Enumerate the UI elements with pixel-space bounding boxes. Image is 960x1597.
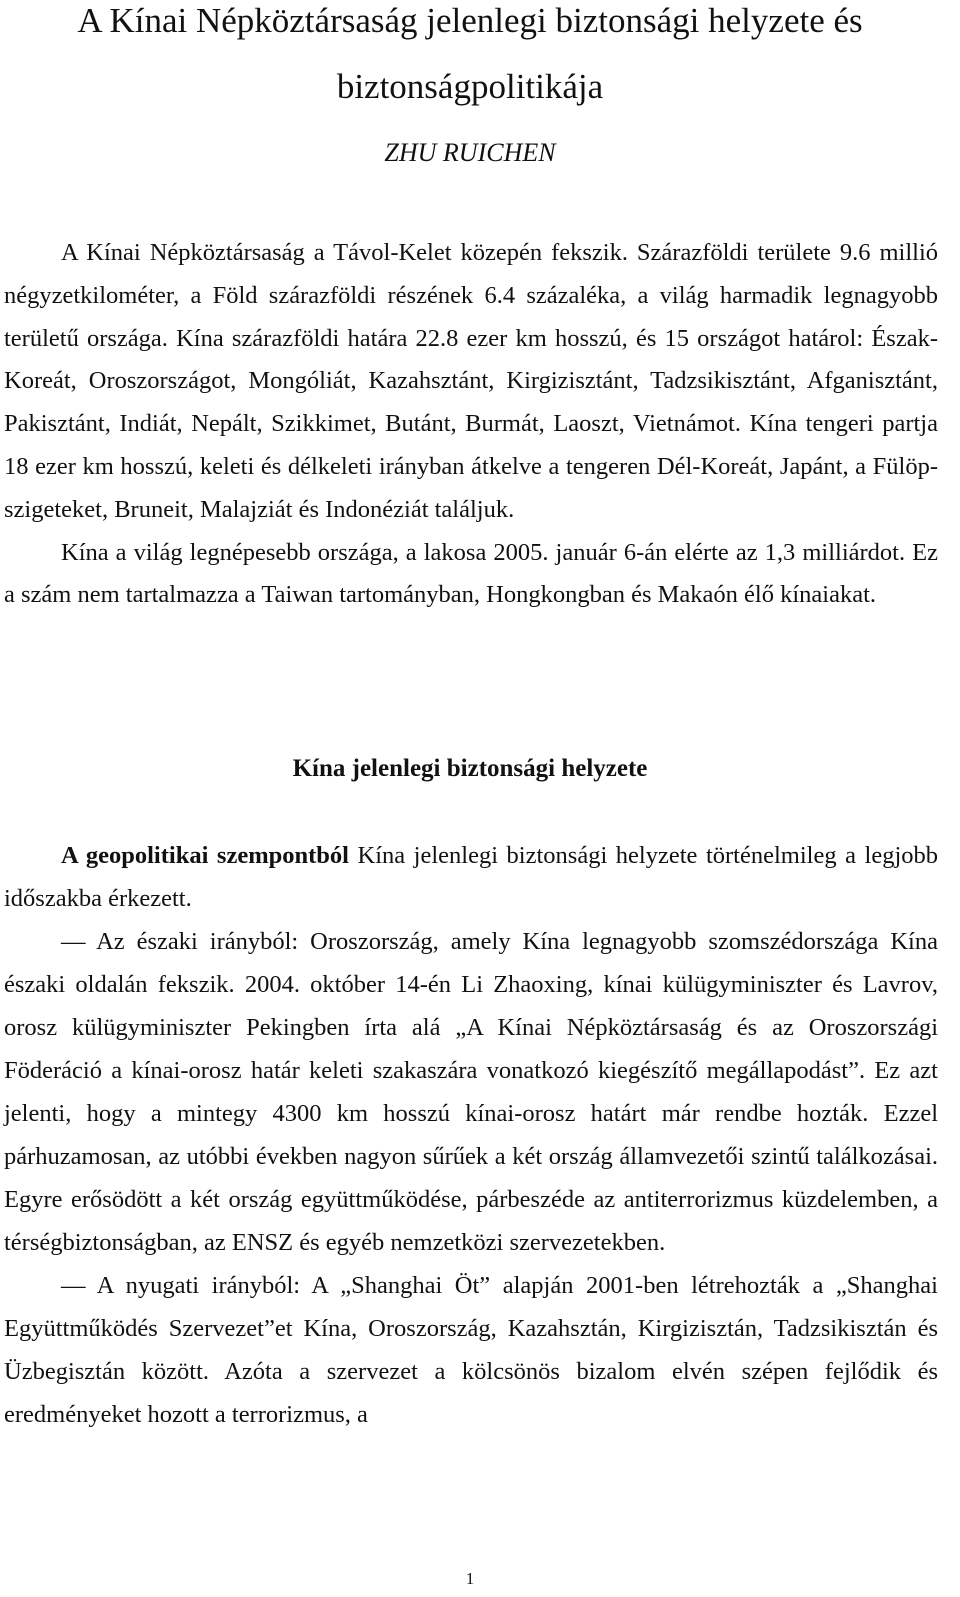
page-number: 1	[465, 1569, 475, 1588]
intro-section	[4, 232, 938, 617]
paragraph-text: — Az északi irányból: Oroszország, amely Kína legnagyobb szomszédországa Kína északi oldalán fekszik. 2004. október 14-én Li Zhaoxing, kínai külügyminiszter és Lavrov, orosz külügyminiszter Pekingben írta alá „A Kínai Népköztársaság és az Oroszországi Föderáció a kínai-orosz határ keleti szakaszára vonatkozó kiegészítő megállapodást”. Ez azt jelenti, hogy a mintegy 4300 km hosszú kínai-orosz határt már rendbe hozták. Ezzel párhuzamosan, az utóbbi években nagyon sűrűek a két ország államvezetői szintű találkozásai. Egyre erősödött a két ország együttműködése, párbeszéde az antiterrorizmus küzdelemben, a térségbiztonságban, az ENSZ és egyéb nemzetközi szervezetekben.	[4, 928, 938, 1256]
section-heading: Kína jelenlegi biztonsági helyzete	[292, 755, 648, 782]
security-section	[4, 834, 938, 1436]
paragraph-text: Kína jelenlegi biztonsági helyzete történelmileg a legjobb időszakba érkezett.	[4, 842, 938, 912]
bold-lead: A geopolitikai szempontból	[61, 842, 349, 869]
intro-paragraph: Kína a világ legnépesebb országa, a lakosa 2005. január 6-án elérte az 1,3 milliárdot. Ez a szám nem tartalmazza a Taiwan tartományban, Hongkongban és Makaón élő kínaiakat.	[4, 538, 938, 609]
paragraph-text: — A nyugati irányból: A „Shanghai Öt” alapján 2001-ben létrehozták a „Shanghai Együttműködés Szervezet”et Kína, Oroszország, Kazahsztán, Kirgizisztán, Tadzsikisztán és Üzbegisztán között. Azóta a szervezet a kölcsönös bizalom elvén szépen fejlődik és eredményeket hozott a terrorizmus, a	[4, 1272, 938, 1428]
section-paragraph	[4, 920, 938, 1264]
section-paragraph	[4, 1264, 938, 1436]
intro-paragraph: A Kínai Népköztársaság a Távol-Kelet közepén fekszik. Szárazföldi területe 9.6 millió négyzetkilométer, a Föld szárazföldi részének 6.4 százaléka, a világ harmadik legnagyobb területű országa. Kína szárazföldi határa 22.8 ezer km hosszú, és 15 országot határol: Észak-Koreát, Oroszországot, Mongóliát, Kazahsztánt, Kirgizisztánt, Tadzsikisztánt, Afganisztánt, Pakisztánt, Indiát, Nepált, Szikkimet, Butánt, Burmát, Laoszt, Vietnámot. Kína tengeri partja 18 ezer km hosszú, keleti és délkeleti irányban átkelve a tengeren Dél-Koreát, Japánt, a Fülöp-szigeteket, Bruneit, Malajziát és Indonéziát találjuk.	[4, 239, 938, 523]
document-title: A Kínai Népköztársaság jelenlegi biztonsági helyzete és biztonságpolitikája	[77, 1, 863, 106]
section-paragraph	[4, 834, 938, 920]
author-name: ZHU RUICHEN	[384, 138, 556, 167]
